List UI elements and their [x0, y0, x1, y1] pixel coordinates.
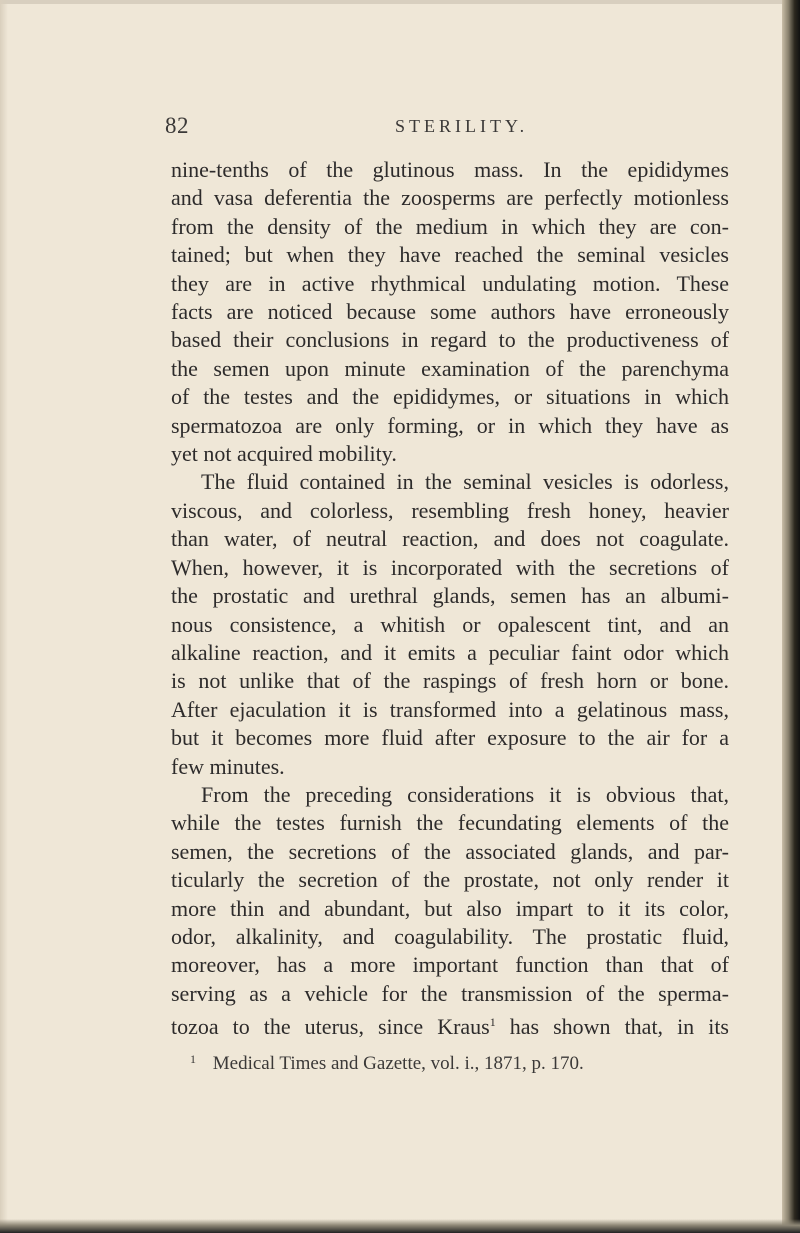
- text-line: few minutes.: [171, 753, 285, 779]
- text-line: but it becomes more fluid after exposure to the air for a: [171, 725, 729, 751]
- paragraph-start-line: From the preceding considerations it is obvious that,: [201, 781, 729, 807]
- text-line: alkaline reaction, and it emits a peculiar faint odor which: [171, 639, 729, 665]
- text-line: more thin and abundant, but also impart to it its color,: [171, 895, 729, 921]
- footnote-text: Medical Times and Gazette, vol. i., 1871, p. 170.: [212, 1053, 584, 1074]
- text-line: nous consistence, a whitish or opalescent tint, and an: [171, 611, 729, 637]
- top-edge: [0, 0, 800, 4]
- footnote-reference: 1: [489, 1015, 496, 1030]
- text-line: After ejaculation it is transformed into a gelatinous mass,: [171, 696, 729, 722]
- text-line: from the density of the medium in which they are con-: [171, 213, 729, 239]
- text-line: than water, of neutral reaction, and does not coagulate.: [171, 526, 729, 552]
- text-line: odor, alkalinity, and coagulability. The prostatic fluid,: [171, 923, 729, 949]
- text-line: semen, the secretions of the associated glands, and par-: [171, 838, 729, 864]
- text-line: nine-tenths of the glutinous mass. In the epididymes: [171, 157, 729, 182]
- body-text: [171, 156, 729, 1042]
- left-edge-shadow: [0, 0, 8, 1233]
- text-line: serving as a vehicle for the transmission of the sperma-: [171, 980, 729, 1006]
- right-page-edge: [782, 0, 800, 1233]
- text-line: is not unlike that of the raspings of fresh horn or bone.: [171, 668, 729, 694]
- text-line: the prostatic and urethral glands, semen has an albumi-: [171, 583, 729, 609]
- text-line: while the testes furnish the fecundating elements of the: [171, 810, 729, 836]
- text-fragment: has shown that, in its: [495, 1014, 729, 1040]
- text-line: spermatozoa are only forming, or in which they have as: [171, 412, 729, 438]
- page-number: 82: [165, 113, 189, 138]
- text-fragment: tozoa to the uterus, since Kraus: [171, 1014, 490, 1040]
- text-line: ticularly the secretion of the prostate, not only render it: [171, 867, 729, 893]
- bottom-page-edge: [0, 1219, 800, 1233]
- text-line: moreover, has a more important function than that of: [171, 952, 729, 978]
- running-title: STERILITY.: [395, 116, 529, 136]
- page-header: [165, 113, 725, 145]
- paragraph-start-line: The fluid contained in the seminal vesicles is odorless,: [201, 469, 729, 495]
- footnote: [190, 1047, 720, 1076]
- text-line: tained; but when they have reached the seminal vesicles: [171, 242, 729, 268]
- text-line: When, however, it is incorporated with the secretions of: [171, 554, 729, 580]
- text-line: viscous, and colorless, resembling fresh honey, heavier: [171, 497, 729, 523]
- text-line: and vasa deferentia the zoosperms are perfectly motionless: [171, 185, 729, 211]
- text-line: based their conclusions in regard to the productiveness of: [171, 327, 729, 353]
- text-line: the semen upon minute examination of the parenchyma: [171, 355, 729, 381]
- footnote-marker: 1: [190, 1052, 196, 1066]
- text-line: they are in active rhythmical undulating motion. These: [171, 270, 729, 296]
- text-line: facts are noticed because some authors have erroneously: [171, 299, 729, 325]
- text-line: [171, 1008, 729, 1041]
- text-line: of the testes and the epididymes, or situations in which: [171, 384, 729, 410]
- text-line: yet not acquired mobility.: [171, 441, 397, 467]
